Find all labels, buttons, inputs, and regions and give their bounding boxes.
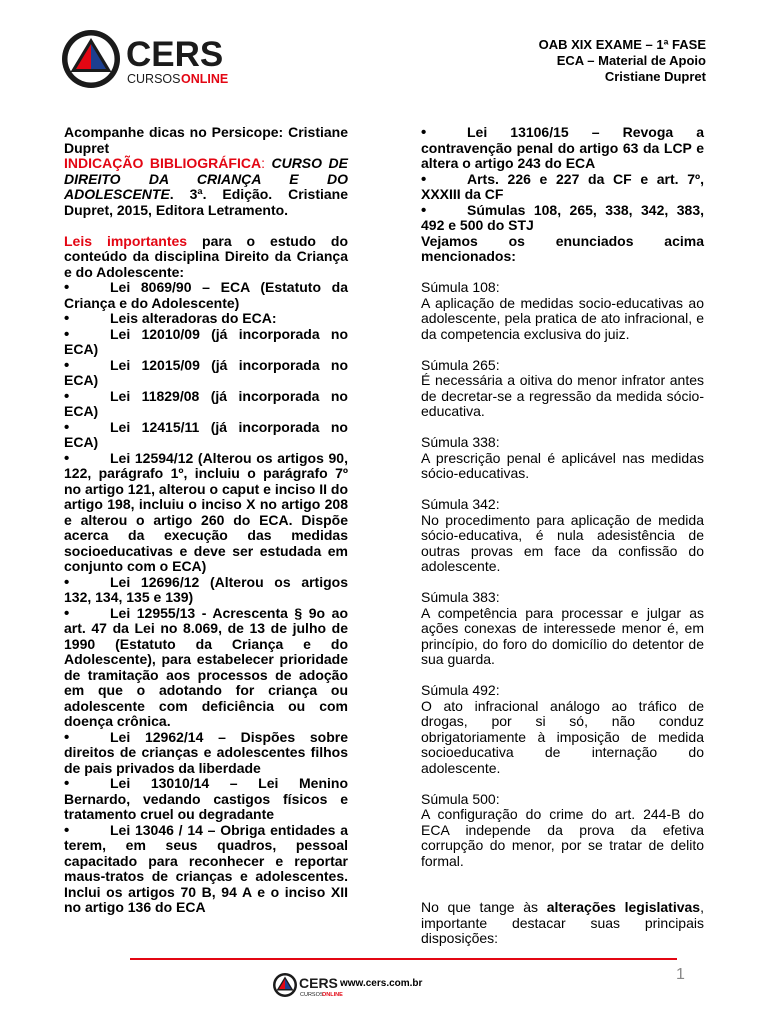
- list-item: •Súmulas 108, 265, 338, 342, 383, 492 e 500 do STJ: [421, 203, 704, 234]
- biblio-title: CURSO DE DIREITO DA CRIANÇA E DO ADOLESCENTE: [64, 155, 348, 202]
- footer-url[interactable]: www.cers.com.br: [340, 978, 423, 989]
- list-item: •Lei 12415/11 (já incorporada no ECA): [64, 420, 348, 451]
- header-meta: [539, 37, 706, 85]
- sumula-title: Súmula 338:: [421, 434, 500, 450]
- bullet-icon: [421, 172, 467, 188]
- bullet-icon: [421, 125, 467, 141]
- leis-label: Leis importantes: [64, 232, 188, 249]
- sumula-title: Súmula 500:: [421, 790, 500, 807]
- list-item: •Lei 12594/12 (Alterou os artigos 90, 122, parágrafo 1º, incluiu o parágrafo 7º no artigo 121, alterou o caput e inciso II do artigo 198, incluiu o inciso X no artigo 208 e alterou o artigo 260 do ECA. Dispõe acerca da execução das medidas socioeducativas e deve ser estudada em conjunto com o ECA): [64, 451, 348, 575]
- page-number: 1: [676, 966, 685, 983]
- closing-bold: alterações legislativas: [546, 899, 701, 915]
- biblio-label: INDICAÇÃO BIBLIOGRÁFICA: [64, 155, 262, 171]
- sumulas-lead: Vejamos os enunciados acima mencionados:: [421, 232, 704, 264]
- list-item: •Lei 8069/90 – ECA (Estatuto da Criança e do Adolescente): [64, 280, 348, 311]
- law-list-left: [64, 280, 348, 916]
- intro-text: Acompanhe dicas no Persicope: Cristiane Dupret: [64, 124, 348, 156]
- right-column: [421, 125, 704, 947]
- footer-emblem-icon: [273, 973, 297, 997]
- bullet-icon: [64, 575, 110, 591]
- list-item: •Lei 12015/09 (já incorporada no ECA): [64, 358, 348, 389]
- bullet-icon: [64, 311, 110, 327]
- biblio-details: . 3ª. Edição. Cristiane Dupret, 2015, Editora Letramento.: [64, 186, 348, 218]
- bibliography: [64, 156, 348, 218]
- logo-sub-cursos: CURSOS: [127, 72, 181, 86]
- bullet-icon: [64, 280, 110, 296]
- sumula-title: Súmula 492:: [421, 682, 500, 698]
- sumula-title: Súmula 108:: [421, 279, 500, 295]
- cers-logo: [60, 28, 240, 90]
- list-item: •Lei 13010/14 – Lei Menino Bernardo, vedando castigos físicos e tratamento cruel ou degradante: [64, 776, 348, 823]
- list-item: •Leis alteradoras do ECA:: [64, 311, 348, 327]
- list-item: •Lei 11829/08 (já incorporada no ECA): [64, 389, 348, 420]
- bullet-icon: [64, 389, 110, 405]
- footer-divider: [130, 958, 677, 960]
- sumula-text: O ato infracional análogo ao tráfico de drogas, por si só, não conduz obrigatoriamente à imposição de medida socioeducativa de internação do adolescente.: [421, 697, 704, 776]
- bullet-icon: [64, 606, 110, 622]
- sumula-block: [421, 358, 704, 420]
- list-item: •Lei 13106/15 – Revoga a contravenção penal do artigo 63 da LCP e altera o artigo 243 do ECA: [421, 125, 704, 172]
- header-author: Cristiane Dupret: [604, 69, 706, 84]
- bullet-icon: [64, 358, 110, 374]
- bullet-icon: [64, 327, 110, 343]
- list-item: •Lei 12696/12 (Alterou os artigos 132, 134, 135 e 139): [64, 575, 348, 606]
- left-column: [64, 125, 348, 916]
- sumula-text: A competência para processar e julgar as ações conexas de interessede menor é, em princípio, do foro do domicílio do detentor de sua guarda.: [421, 604, 704, 667]
- list-item: •Lei 12955/13 - Acrescenta § 9o ao art. 47 da Lei no 8.069, de 13 de julho de 1990 (Estatuto da Criança e do Adolescente), para estabelecer prioridade de tramitação aos processos de adoção em que o adotando for criança ou adolescente com deficiência ou com doença crônica.: [64, 606, 348, 730]
- logo-wordmark: CERS: [126, 35, 224, 74]
- sumula-text: A aplicação de medidas socio-educativas ao adolescente, pela pratica de ato infracional, e da competencia exclusiva do juiz.: [421, 294, 704, 342]
- sumula-title: Súmula 342:: [421, 496, 500, 512]
- closing-paragraph: [421, 900, 704, 947]
- closing-post: , importante destacar suas principais disposições:: [421, 899, 704, 946]
- law-list-right: [421, 125, 704, 234]
- bullet-icon: [421, 203, 467, 219]
- bullet-icon: [64, 730, 110, 746]
- sumula-text: No procedimento para aplicação de medida sócio-educativa, é nula adesistência de outras provas em face da confissão do adolescente.: [421, 511, 704, 574]
- sumula-block: [421, 792, 704, 870]
- leis-rest: para o estudo do conteúdo da disciplina Direito da Criança e do Adolescente:: [64, 232, 348, 280]
- sumula-block: [421, 683, 704, 776]
- header-exam: OAB XIX EXAME – 1ª FASE: [538, 37, 706, 52]
- cers-emblem-icon: [62, 30, 120, 88]
- sumula-title: Súmula 265:: [421, 356, 500, 373]
- list-item: •Lei 12962/14 – Dispões sobre direitos de crianças e adolescentes filhos de pais privados da liberdade: [64, 730, 348, 777]
- logo-sub-online: ONLINE: [181, 72, 229, 86]
- header-subject: ECA – Material de Apoio: [556, 53, 706, 68]
- sumula-text: É necessária a oitiva do menor infrator antes de decretar-se a regressão da medida sócio-educativa.: [421, 372, 704, 419]
- footer-wordmark: CERS: [299, 975, 338, 991]
- footer-sub-online: ONLINE: [322, 992, 343, 998]
- sumula-text: A prescrição penal é aplicável nas medidas sócio-educativas.: [421, 449, 704, 481]
- sumula-block: [421, 590, 704, 668]
- list-item: •Lei 13046 / 14 – Obriga entidades a terem, em seus quadros, pessoal capacitado para reconhecer e reportar maus-tratos de crianças e adolescentes. Inclui os artigos 70 B, 94 A e o inciso XII no artigo 136 do ECA: [64, 823, 348, 916]
- sumula-block: [421, 280, 704, 342]
- footer-sub-cursos: CURSOS: [300, 992, 324, 998]
- biblio-separator: :: [261, 155, 272, 171]
- bullet-icon: [64, 823, 110, 839]
- bullet-icon: [64, 776, 110, 792]
- sumula-text: A configuração do crime do art. 244-B do ECA independe da prova da efetiva corrupção do menor, por se tratar de delito formal.: [421, 806, 704, 869]
- bullet-icon: [64, 451, 110, 467]
- sumula-title: Súmula 383:: [421, 589, 500, 605]
- sumula-block: [421, 435, 704, 482]
- list-item: •Lei 12010/09 (já incorporada no ECA): [64, 327, 348, 358]
- closing-pre: No que tange às: [421, 899, 547, 915]
- bullet-icon: [64, 420, 110, 436]
- leis-intro: [64, 234, 348, 281]
- sumula-block: [421, 497, 704, 575]
- list-item: •Arts. 226 e 227 da CF e art. 7º, XXXIII da CF: [421, 172, 704, 203]
